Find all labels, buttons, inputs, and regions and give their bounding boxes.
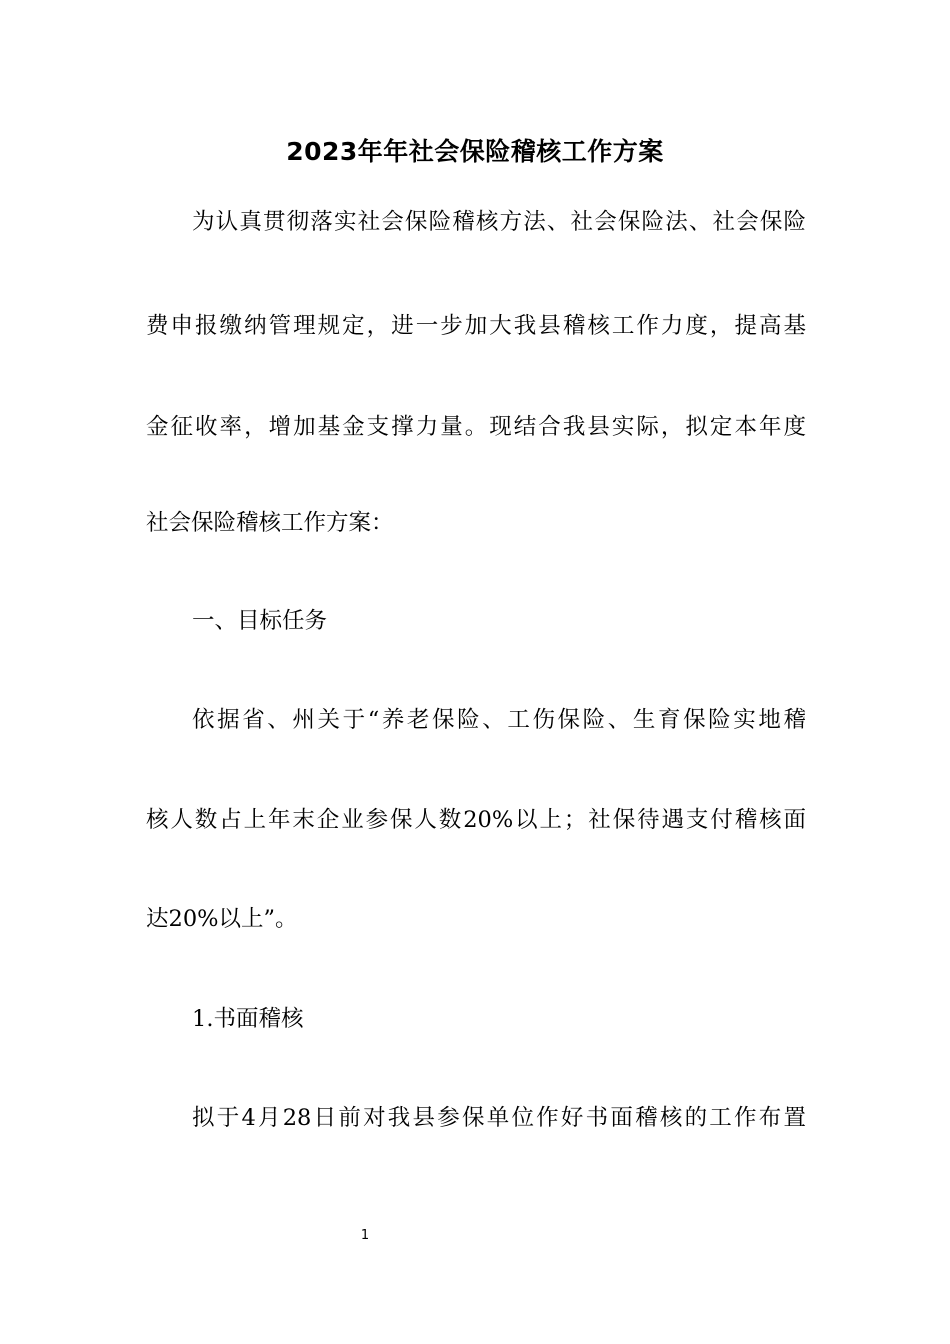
paragraph-line-5: 依据省、州关于“养老保险、工伤保险、生育保险实地稽 [192, 707, 806, 733]
paragraph-line-2: 费申报缴纳管理规定，进一步加大我县稽核工作力度，提高基 [146, 313, 806, 339]
paragraph-line-8: 拟于4月28日前对我县参保单位作好书面稽核的工作布置 [192, 1105, 806, 1131]
document-title: 2023年年社会保险稽核工作方案 [286, 137, 664, 166]
paragraph-line-4: 社会保险稽核工作方案： [146, 510, 394, 536]
subsection-heading-1: 1.书面稽核 [192, 1006, 304, 1032]
section-heading-1: 一、目标任务 [192, 608, 328, 634]
paragraph-line-6: 核人数占上年末企业参保人数20%以上；社保待遇支付稽核面 [146, 807, 806, 833]
paragraph-line-7: 达20%以上”。 [146, 906, 298, 932]
paragraph-line-1: 为认真贯彻落实社会保险稽核方法、社会保险法、社会保险 [192, 209, 806, 235]
page-number: 1 [360, 1228, 370, 1243]
paragraph-line-3: 金征收率，增加基金支撑力量。现结合我县实际，拟定本年度 [146, 414, 806, 440]
